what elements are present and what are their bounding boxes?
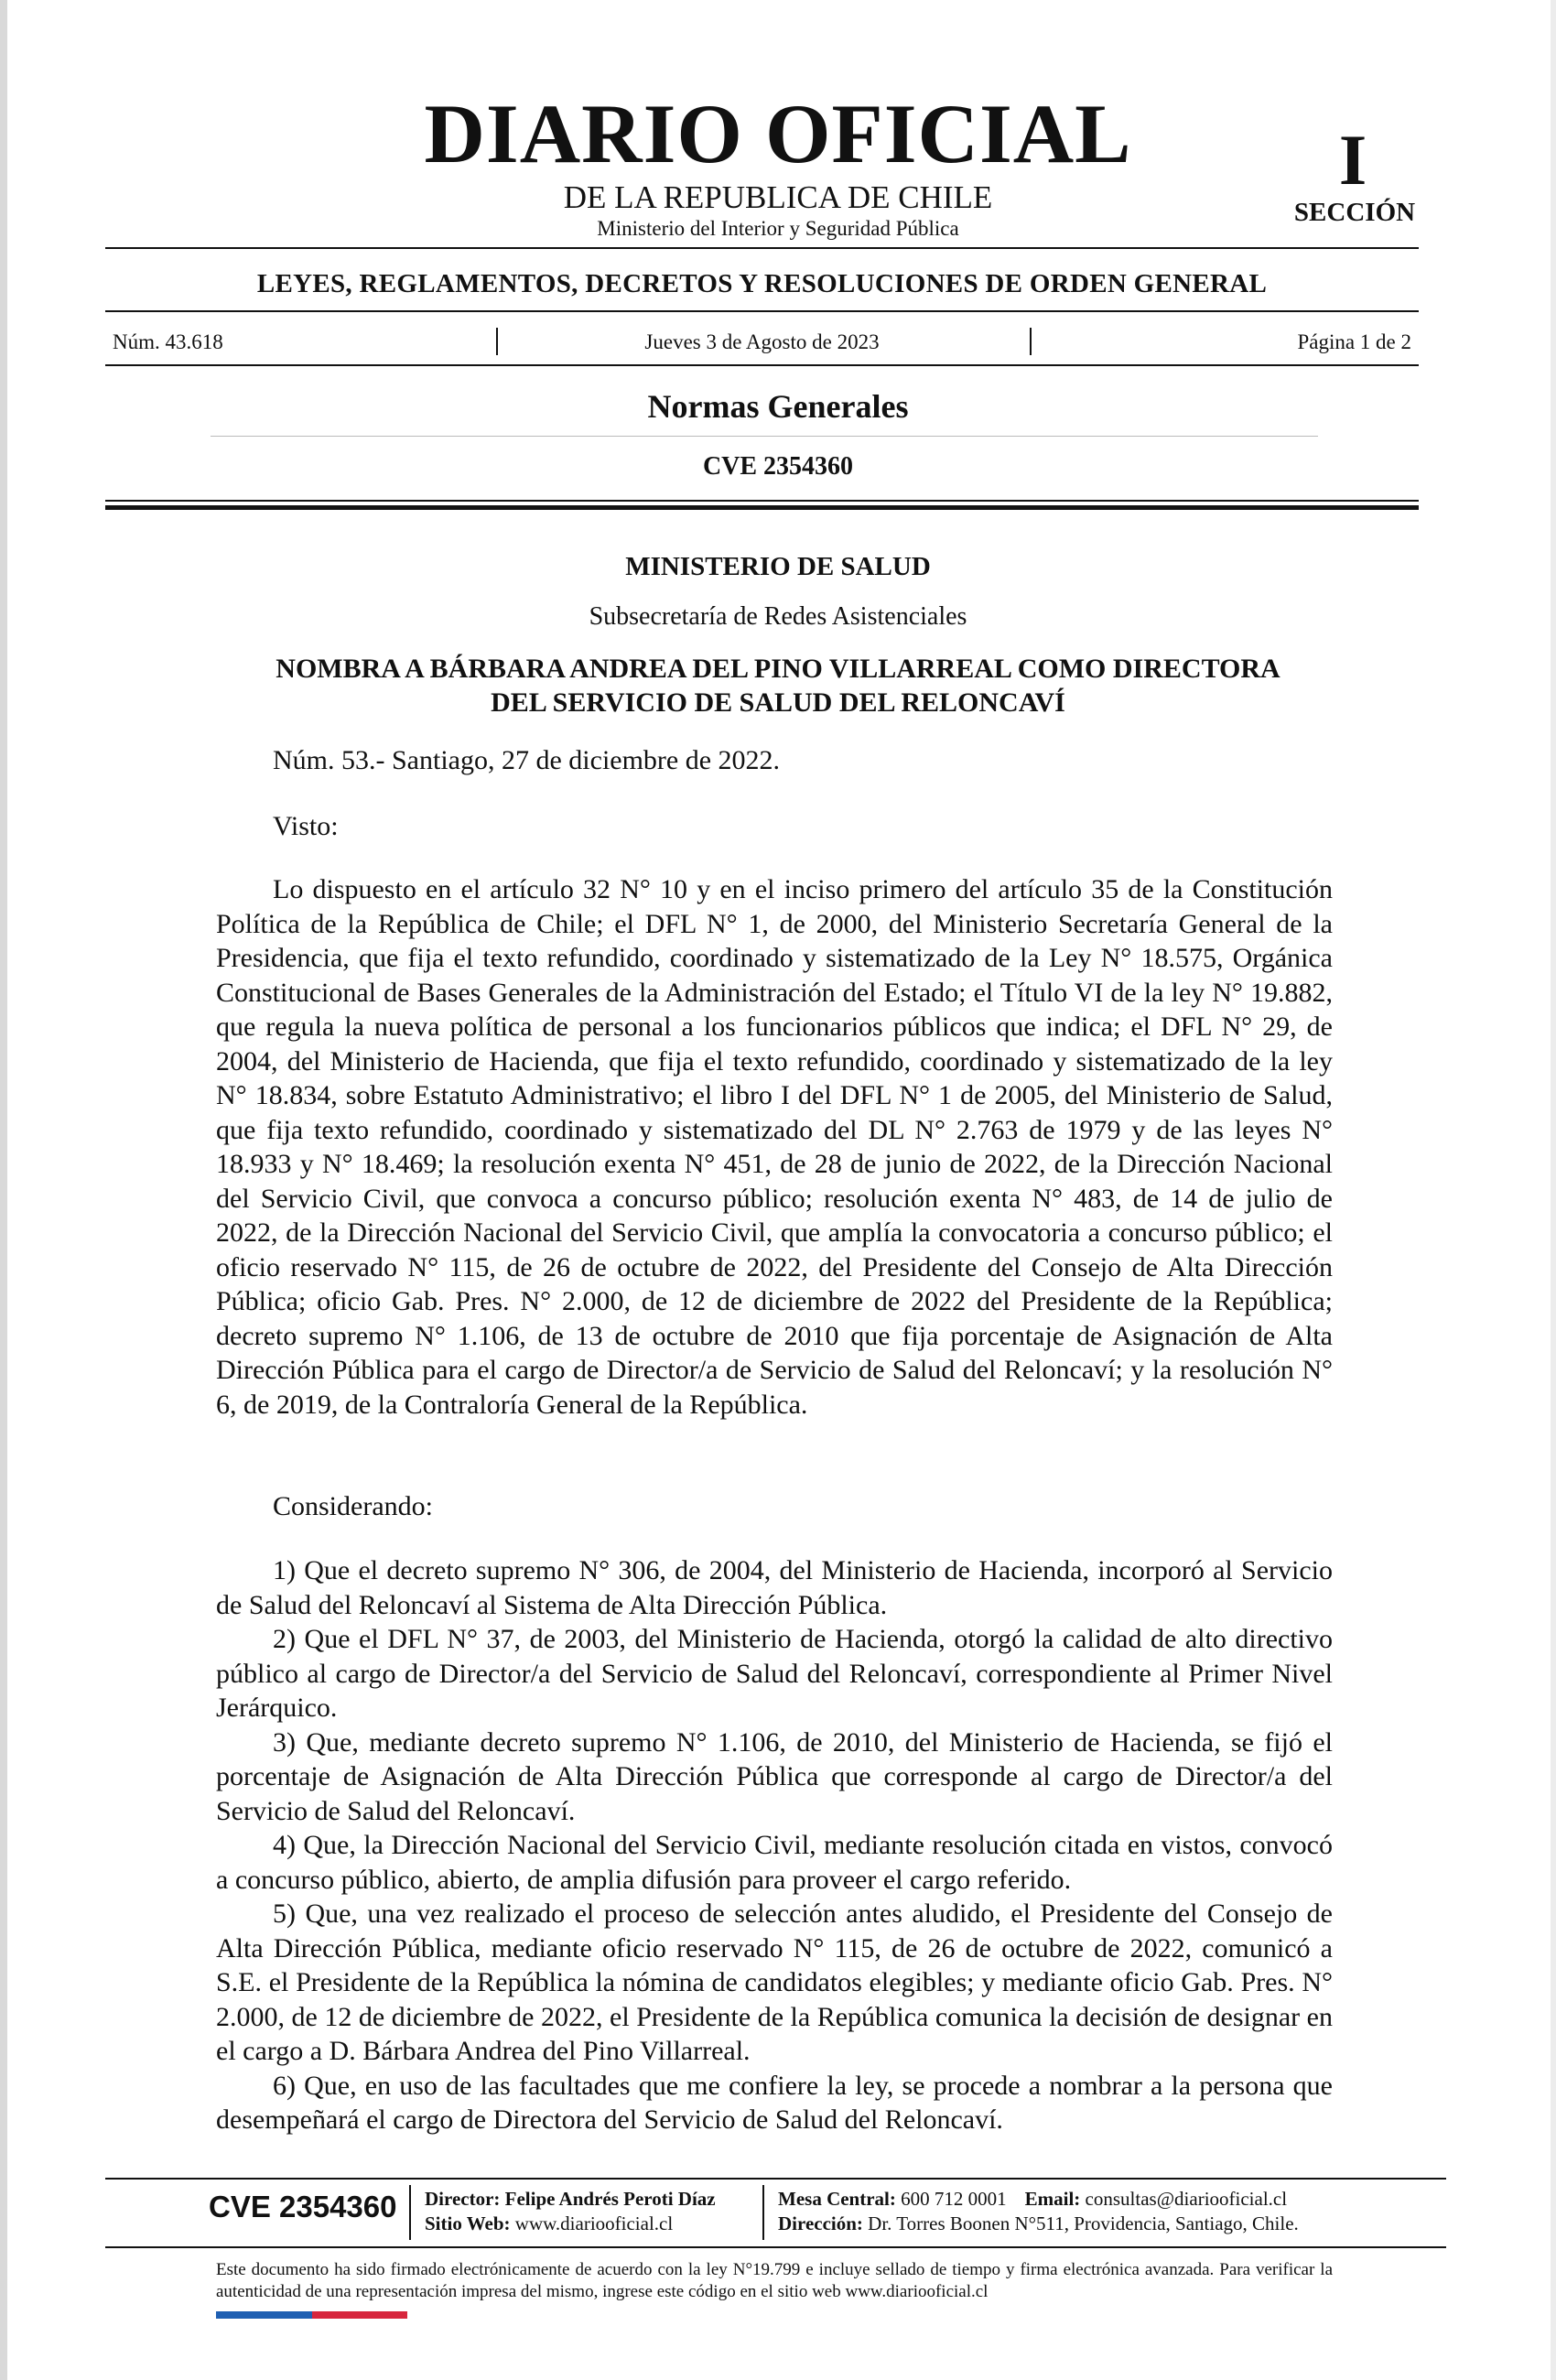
header-rule [105, 310, 1419, 312]
decree-title [183, 652, 1373, 719]
footer-director: Director: Felipe Andrés Peroti Díaz [425, 2188, 716, 2210]
footer-direccion: Dirección: Dr. Torres Boonen N°511, Providencia, Santiago, Chile. [778, 2212, 1299, 2234]
footer-mesa: Mesa Central: 600 712 0001 Email: consultas@diariooficial.cl [778, 2188, 1288, 2210]
footer-separator [409, 2185, 411, 2240]
masthead-rule [105, 247, 1419, 249]
footer-cve-code: CVE 2354360 [209, 2190, 397, 2223]
cve-code: CVE 2354360 [702, 452, 854, 481]
flag-stripe-red [312, 2311, 407, 2319]
considerando-item: 6) Que, en uso de las facultades que me confiere la ley, se procede a nombrar a la persona que desempeñará el cargo de Directora del Servicio de Salud del Reloncaví. [216, 2070, 1333, 2135]
subsecretaria: Subsecretaría de Redes Asistenciales [589, 602, 967, 631]
considerando-item: 4) Que, la Dirección Nacional del Servicio Civil, mediante resolución citada en vistos, convocó a concurso público, abierto, de amplia difusión para proveer el cargo referido. [216, 1830, 1333, 1895]
footer-email-link[interactable]: consultas@diariooficial.cl [1085, 2188, 1288, 2210]
footer-site: Sitio Web: www.diariooficial.cl [425, 2212, 674, 2234]
page-left-edge [0, 0, 7, 2380]
flag-stripe-blue [216, 2311, 312, 2319]
decree-title-line-1: NOMBRA A BÁRBARA ANDREA DEL PINO VILLARREAL COMO DIRECTORA [276, 654, 1280, 684]
visto-label: Visto: [273, 811, 339, 841]
cve-rule-thick [105, 505, 1419, 510]
footer-contact-block [778, 2187, 1299, 2236]
masthead-title: DIARIO OFICIAL [424, 87, 1132, 180]
considerando-label: Considerando: [273, 1491, 433, 1521]
info-rule [105, 364, 1419, 366]
section-number: I [1338, 120, 1367, 200]
considerando-item: 5) Que, una vez realizado el proceso de selección antes aludido, el Presidente del Consejo de Alta Dirección Pública, mediante oficio reservado N° 115, de 26 de octubre de 2022, comunicó a S.E. el Presidente de la República la nómina de candidatos elegibles; y mediante oficio Gab. Pres. N° 2.000, de 12 de diciembre de 2022, el Presidente de la República comunica la decisión de designar en el cargo a D. Bárbara Andrea del Pino Villarreal. [216, 1899, 1333, 2066]
footer-legal-notice: Este documento ha sido firmado electrónicamente de acuerdo con la ley N°19.799 e incluye sellado de tiempo y firma electrónica avanzada. Para verificar la autenticidad de una representación impresa del mismo, ingrese este código en el sitio web www.diariooficial.cl [216, 2260, 1333, 2301]
decree-title-line-2: DEL SERVICIO DE SALUD DEL RELONCAVÍ [491, 687, 1065, 718]
page-right-edge [1551, 0, 1556, 2380]
section-label: SECCIÓN [1293, 198, 1416, 227]
masthead-subtitle: DE LA REPUBLICA DE CHILE [563, 179, 993, 215]
section-title: Normas Generales [647, 388, 909, 425]
considerando-item: 2) Que el DFL N° 37, de 2003, del Ministerio de Hacienda, otorgó la calidad de alto directivo público al cargo de Director/a del Servicio de Salud del Reloncaví, correspondiente al Primer Nivel Jerárquico. [216, 1624, 1333, 1723]
decree-number-line: Núm. 53.- Santiago, 27 de diciembre de 2022. [273, 745, 781, 775]
issuing-ministry: MINISTERIO DE SALUD [625, 552, 931, 581]
footer-rule-top [105, 2178, 1446, 2180]
issue-page: Página 1 de 2 [1297, 330, 1411, 353]
section-title-rule [211, 436, 1318, 437]
footer-director-block [425, 2187, 716, 2236]
issue-date: Jueves 3 de Agosto de 2023 [644, 330, 880, 353]
visto-paragraph: Lo dispuesto en el artículo 32 N° 10 y en el inciso primero del artículo 35 de la Constitución Política de la República de Chile; el DFL N° 1, de 2000, del Ministerio Secretaría General de la Presidencia, que fija el texto refundido, coordinado y sistematizado de la Ley N° 18.575, Orgánica Constitucional de Bases Generales de la Administración del Estado; el Título VI de la ley N° 19.882, que regula la nueva política de personal a los funcionarios públicos que indica; el DFL N° 29, de 2004, del Ministerio de Hacienda, que fija el texto refundido, coordinado y sistematizado de la ley N° 18.834, sobre Estatuto Administrativo; el libro I del DFL N° 1 de 2005, del Ministerio de Salud, que fija texto refundido, coordinado y sistematizado del DL N° 2.763 de 1979 y de las leyes N° 18.933 y N° 18.469; la resolución exenta N° 451, de 28 de junio de 2022, de la Dirección Nacional del Servicio Civil, que convoca a concurso público; resolución exenta N° 483, de 14 de julio de 2022, de la Dirección Nacional del Servicio Civil, que amplía la convocatoria a concurso público; el oficio reservado N° 115, de 26 de octubre de 2022, del Presidente del Consejo de Alta Dirección Pública; oficio Gab. Pres. N° 2.000, de 12 de diciembre de 2022 del Presidente de la República; decreto supremo N° 1.106, de 13 de octubre de 2010 que fija porcentaje de Asignación de Alta Dirección Pública para el cargo de Director/a de Servicio de Salud del Reloncaví; y la resolución N° 6, de 2019, de la Contraloría General de la República. [216, 874, 1333, 1420]
considerando-item: 3) Que, mediante decreto supremo N° 1.106, de 2010, del Ministerio de Hacienda, se fijó el porcentaje de Asignación de Alta Dirección Pública que corresponde al cargo de Director/a del Servicio de Salud del Reloncaví. [216, 1726, 1333, 1826]
footer-rule-bottom [105, 2246, 1446, 2248]
footer-site-link[interactable]: www.diariooficial.cl [514, 2212, 674, 2234]
issue-number: Núm. 43.618 [113, 330, 223, 353]
info-separator [496, 328, 498, 355]
masthead-ministry: Ministerio del Interior y Seguridad Pública [597, 217, 959, 240]
footer-separator [762, 2185, 764, 2240]
laws-header: LEYES, REGLAMENTOS, DECRETOS Y RESOLUCIONES DE ORDEN GENERAL [256, 269, 1268, 298]
considerando-item: 1) Que el decreto supremo N° 306, de 2004, del Ministerio de Hacienda, incorporó al Servicio de Salud del Reloncaví al Sistema de Alta Dirección Pública. [216, 1555, 1333, 1620]
considerandos-list [216, 1553, 1333, 2137]
cve-rule-thin [105, 500, 1419, 502]
info-separator [1030, 328, 1032, 355]
